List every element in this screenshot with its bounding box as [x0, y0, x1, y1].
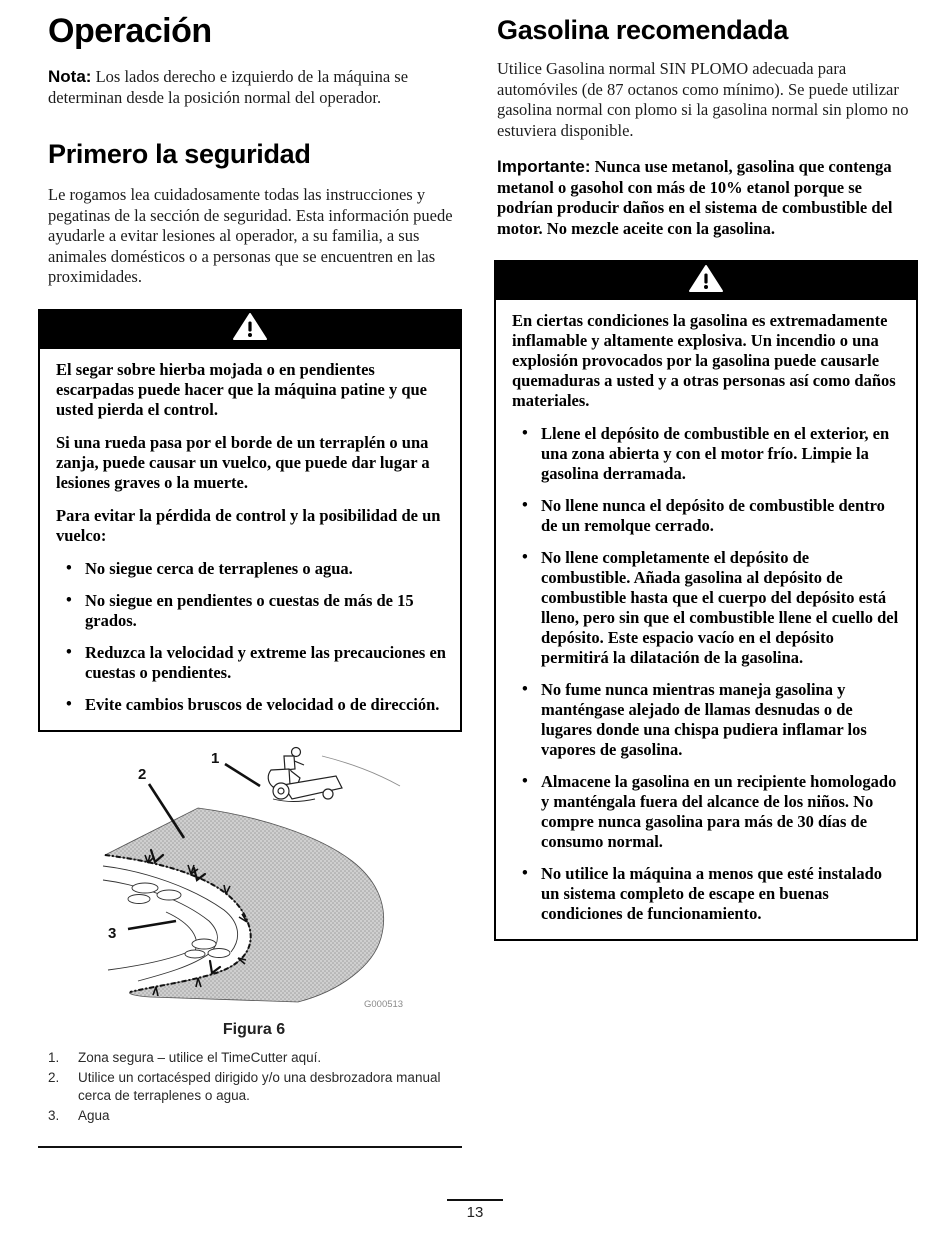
warning-box-content — [496, 300, 916, 939]
slope-diagram — [48, 742, 460, 1014]
section-title-gasoline: Gasolina recomendada — [497, 15, 789, 45]
section-title-safety: Primero la seguridad — [48, 139, 311, 169]
warning-box-content — [40, 349, 460, 730]
bullet-item: • Almacene la gasolina en un recipiente homologado y manténgala fuera del alcance de los niños. No compre nunca gasolina para más de 30 días de consumo normal. — [512, 772, 902, 852]
safe-zone-area — [105, 808, 384, 1002]
leader-line-3 — [128, 921, 176, 929]
note-label: Nota: — [48, 67, 92, 86]
warning-bullet-list — [512, 424, 902, 924]
page-title: Operación — [48, 12, 212, 50]
warning-header-bar — [40, 311, 460, 349]
legend-item — [48, 1049, 460, 1067]
bullet-item: • Evite cambios bruscos de velocidad o de dirección. — [56, 695, 446, 715]
safety-intro-paragraph: Le rogamos lea cuidadosamente todas las instrucciones y pegatinas de la sección de seguridad. Esta información puede ayudarle a evitar lesiones al operador, a su familia, a sus animales domésticos o a personas que se encuentren en las proximidades. — [48, 185, 453, 286]
important-paragraph — [497, 157, 919, 239]
bullet-item: • No llene completamente el depósito de combustible. Añada gasolina al depósito de combustible hasta que el cuerpo del depósito está lleno, pero sin que el combustible llene el cuello del depósito. Este espacio vacío en el depósito permitirá la dilatación de la gasolina. — [512, 548, 902, 668]
gasoline-intro-paragraph: Utilice Gasolina normal SIN PLOMO adecuada para automóviles (de 87 octanos como mínimo). Se puede utilizar gasolina normal con plomo si la gasolina normal sin plomo no estuviera disponible. — [497, 59, 909, 140]
legend-number: 1. — [48, 1049, 60, 1065]
figure-code: G000513 — [364, 998, 404, 1010]
legend-item — [48, 1107, 460, 1125]
note-paragraph — [48, 67, 460, 108]
page-footer — [0, 1199, 950, 1221]
right-column — [497, 0, 919, 941]
figure-6-illustration — [48, 742, 460, 1039]
legend-number: 3. — [48, 1108, 60, 1123]
legend-text: Agua — [78, 1108, 110, 1123]
warning-bullet-list — [56, 559, 446, 715]
section-divider — [38, 1146, 462, 1148]
page-number: 13 — [466, 1204, 484, 1221]
note-text: Los lados derecho e izquierdo de la máquina se determinan desde la posición normal del operador. — [48, 67, 409, 107]
warning-box-gasoline — [494, 260, 918, 941]
bullet-item: • No fume nunca mientras maneja gasolina y manténgase alejado de llamas desnudas o de lugares donde una chispa pudiera inflamar los vapores de gasolina. — [512, 680, 902, 760]
warning-box-slopes — [38, 309, 462, 732]
figure-label-1: 1 — [211, 749, 220, 767]
figure-label-2: 2 — [138, 765, 147, 783]
legend-item — [48, 1069, 460, 1104]
figure-caption: Figura 6 — [222, 1020, 286, 1038]
bullet-item: • No siegue en pendientes o cuestas de más de 15 grados. — [56, 591, 446, 631]
figure-label-3: 3 — [108, 924, 117, 942]
figure-legend — [48, 1049, 460, 1125]
bullet-item: • No siegue cerca de terraplenes o agua. — [56, 559, 446, 579]
important-label: Importante: — [497, 157, 591, 176]
footer-rule — [447, 1199, 503, 1201]
warning-lead-paragraph: En ciertas condiciones la gasolina es extremadamente inflamable y altamente explosiva. Un incendio o una explosión provocados por la gasolina puede causarle quemaduras a usted y a otras personas así como daños materiales. — [512, 311, 896, 410]
legend-text: Zona segura – utilice el TimeCutter aquí. — [78, 1049, 322, 1065]
legend-number: 2. — [48, 1070, 60, 1085]
warning-triangle-icon — [688, 264, 724, 299]
bullet-item: • Reduzca la velocidad y extreme las precauciones en cuestas o pendientes. — [56, 643, 446, 683]
leader-line-1 — [225, 764, 260, 786]
important-text: Nunca use metanol, gasolina que contenga metanol o gasohol con más de 10% etanol porque se podrían producir daños en el sistema de combustible del motor. No mezcle aceite con la gasolina. — [497, 157, 893, 238]
warning-header-bar — [496, 262, 916, 300]
bullet-item: • No llene nunca el depósito de combustible dentro de un remolque cerrado. — [512, 496, 902, 536]
legend-text: Utilice un cortacésped dirigido y/o una desbrozadora manual cerca de terraplenes o agua. — [78, 1070, 441, 1103]
bullet-item: • Llene el depósito de combustible en el exterior, en una zona abierta y con el motor frío. Limpie la gasolina derramada. — [512, 424, 902, 484]
mower-drawing — [268, 747, 342, 801]
stones — [128, 883, 230, 958]
warning-paragraph: Si una rueda pasa por el borde de un terraplén o una zanja, puede causar un vuelco, que puede dar lugar a lesiones graves o la muerte. — [56, 432, 430, 492]
warning-triangle-icon — [232, 312, 268, 347]
left-column — [48, 0, 460, 1148]
warning-paragraph: Para evitar la pérdida de control y la posibilidad de un vuelco: — [56, 505, 441, 545]
warning-paragraph: El segar sobre hierba mojada o en pendientes escarpadas puede hacer que la máquina patine y que usted pierda el control. — [56, 359, 427, 419]
bullet-item: • No utilice la máquina a menos que esté instalado un sistema completo de escape en buenas condiciones de funcionamiento. — [512, 864, 902, 924]
